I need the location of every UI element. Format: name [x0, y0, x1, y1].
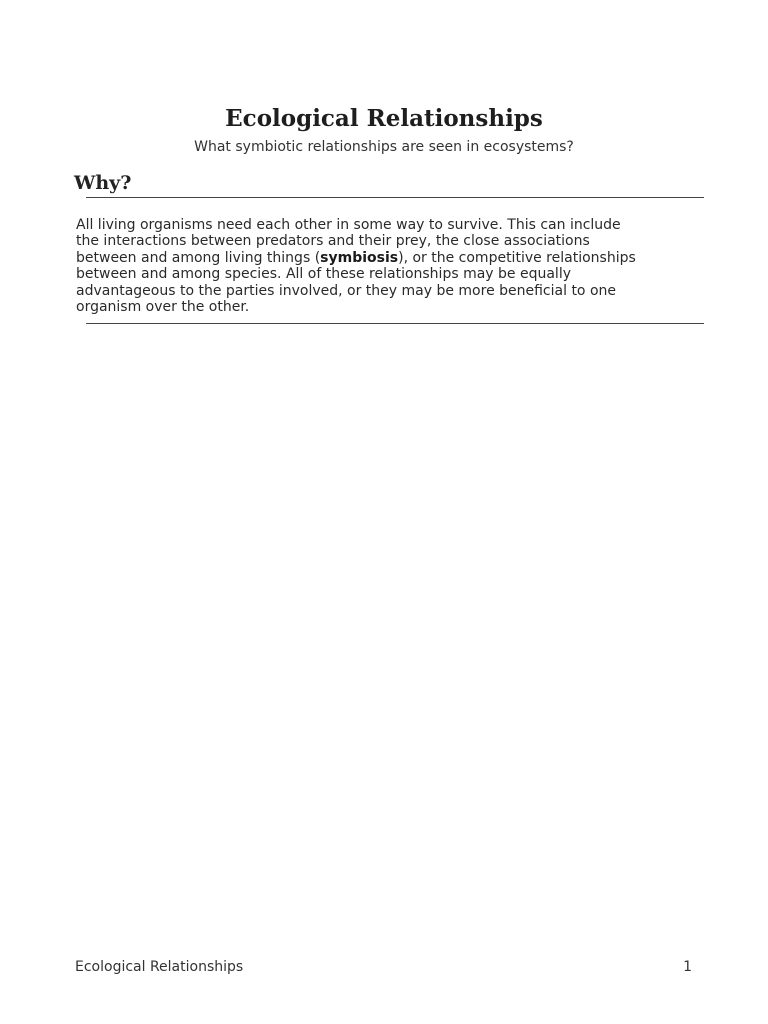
paragraph-text: ), or the competitive relationships — [398, 249, 636, 266]
paragraph-text: between and among living things ( — [76, 249, 321, 266]
footer-title: Ecological Relationships — [75, 959, 244, 975]
paragraph-line: between and among species. All of these relationships may be equally — [76, 266, 571, 283]
paragraph-line — [76, 250, 716, 266]
paragraph-line: advantageous to the parties involved, or they may be more beneficial to one — [76, 282, 616, 299]
section-heading-why: Why? — [74, 172, 132, 194]
why-paragraph — [76, 217, 716, 315]
paragraph-line: organism over the other. — [76, 299, 250, 316]
page-number: 1 — [683, 959, 692, 975]
section-divider-bottom — [86, 323, 704, 324]
symbiosis-term: symbiosis — [320, 249, 399, 266]
page-title: Ecological Relationships — [225, 105, 543, 132]
paragraph-line: All living organisms need each other in some way to survive. This can include — [76, 217, 621, 233]
paragraph-line: the interactions between predators and their prey, the close associations — [76, 233, 590, 250]
section-divider-top — [86, 197, 704, 198]
page-subtitle: What symbiotic relationships are seen in ecosystems? — [194, 139, 574, 155]
